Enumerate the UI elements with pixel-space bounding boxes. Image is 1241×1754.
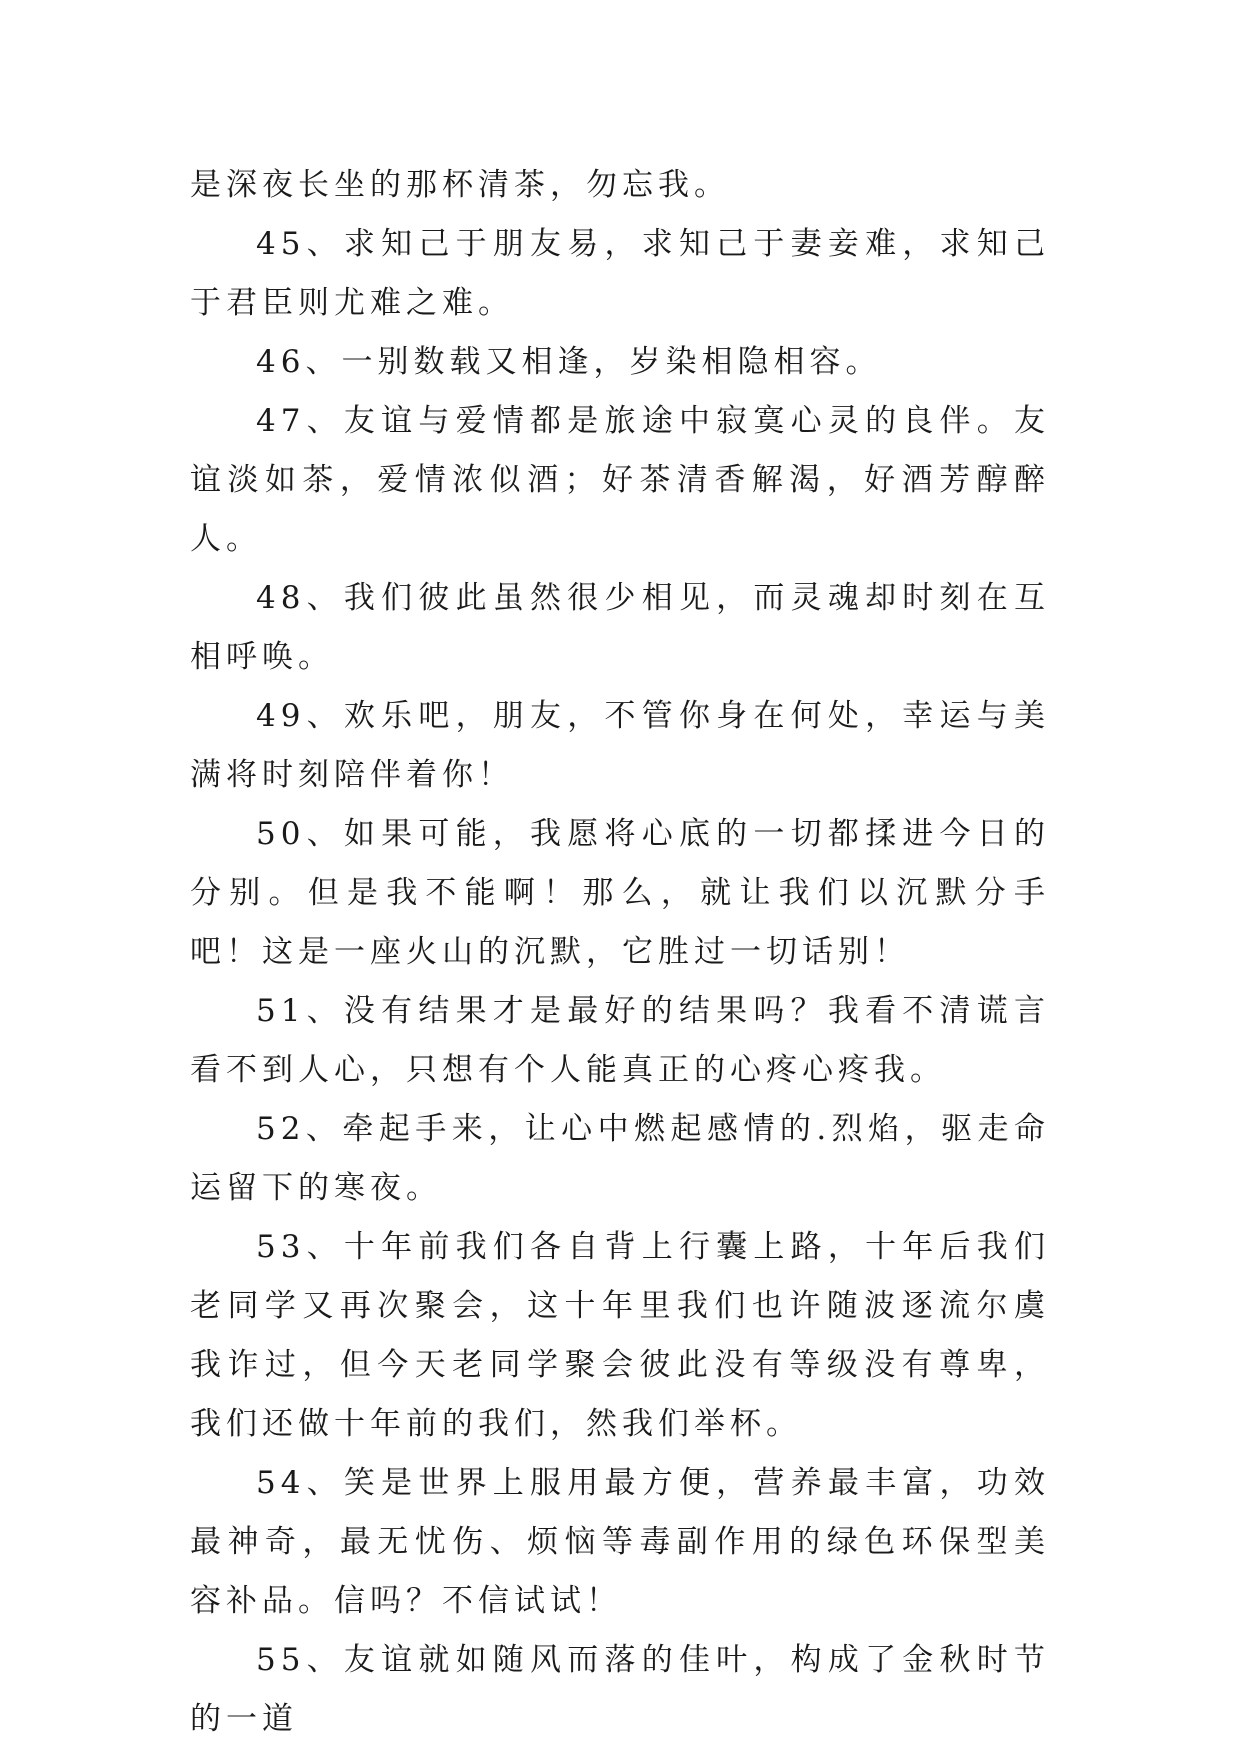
paragraph-51: 51、没有结果才是最好的结果吗？我看不清谎言看不到人心，只想有个人能真正的心疼心疼我。	[190, 993, 1050, 1088]
paragraph-continuation: 是深夜长坐的那杯清茶，勿忘我。	[190, 167, 730, 203]
paragraph-47: 47、友谊与爱情都是旅途中寂寞心灵的良伴。友谊淡如茶，爱情浓似酒；好茶清香解渴，好酒芳醇醉人。	[190, 403, 1050, 557]
paragraph-46: 46、一别数载又相逢，岁染相隐相容。	[256, 344, 882, 380]
paragraph-49: 49、欢乐吧，朋友，不管你身在何处，幸运与美满将时刻陪伴着你！	[190, 698, 1050, 793]
paragraph-52: 52、牵起手来，让心中燃起感情的.烈焰，驱走命运留下的寒夜。	[190, 1111, 1050, 1206]
paragraph-50: 50、如果可能，我愿将心底的一切都揉进今日的分别。但是我不能啊！那么，就让我们以沉默分手吧！这是一座火山的沉默，它胜过一切话别！	[190, 816, 1050, 970]
paragraph-45: 45、求知己于朋友易，求知己于妻妾难，求知己于君臣则尤难之难。	[190, 226, 1050, 321]
paragraph-53: 53、十年前我们各自背上行囊上路，十年后我们老同学又再次聚会，这十年里我们也许随波逐流尔虞我诈过，但今天老同学聚会彼此没有等级没有尊卑，我们还做十年前的我们，然我们举杯。	[190, 1229, 1050, 1442]
paragraph-55: 55、友谊就如随风而落的佳叶，构成了金秋时节的一道	[190, 1642, 1050, 1737]
paragraph-54: 54、笑是世界上服用最方便，营养最丰富，功效最神奇，最无忧伤、烦恼等毒副作用的绿色环保型美容补品。信吗？不信试试！	[190, 1465, 1050, 1619]
document-body	[190, 156, 1050, 1749]
paragraph-48: 48、我们彼此虽然很少相见，而灵魂却时刻在互相呼唤。	[190, 580, 1050, 675]
